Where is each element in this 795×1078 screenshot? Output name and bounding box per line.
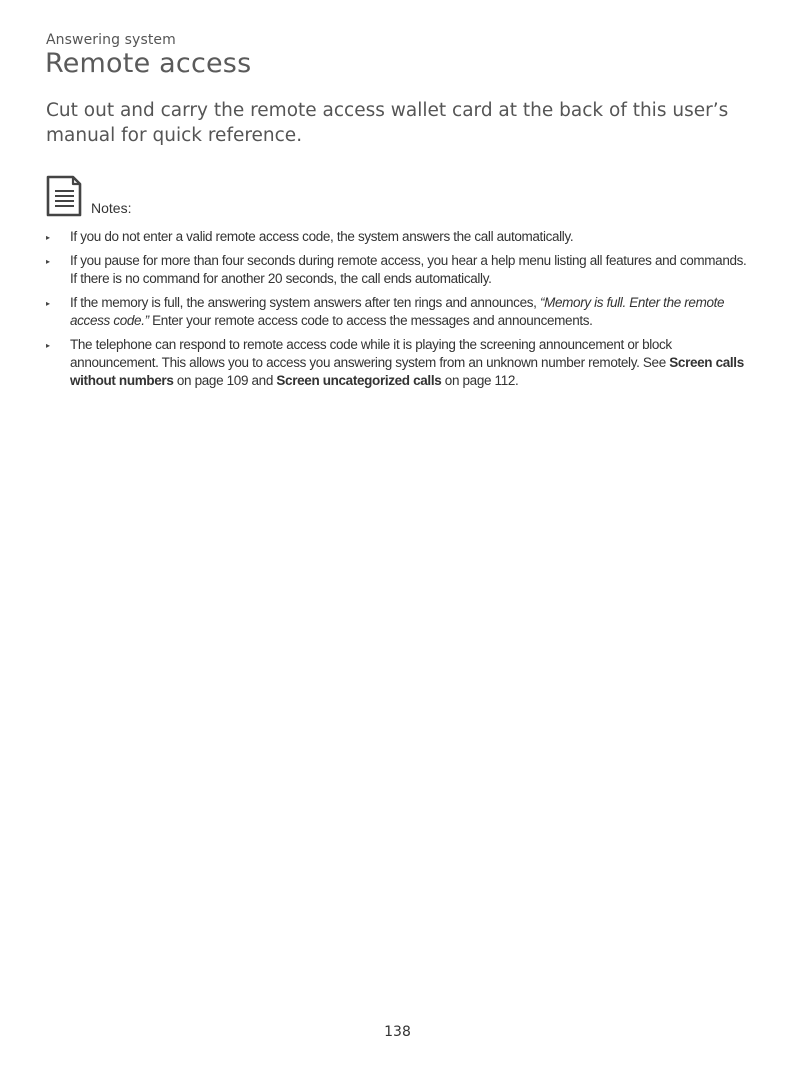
- announcement-quote: “Memory is full. Enter the remote access code.”: [70, 295, 725, 328]
- list-item: [46, 294, 756, 330]
- document-note-icon: [46, 175, 82, 217]
- note-text: on page 112.: [441, 373, 519, 388]
- notes-list: [46, 228, 756, 396]
- intro-paragraph: Cut out and carry the remote access wallet card at the back of this user’s manual for quick reference.: [46, 100, 729, 146]
- cross-reference-link-screen-uncategorized-calls[interactable]: Screen uncategorized calls: [276, 373, 442, 388]
- cross-reference-link-screen-calls-without-numbers[interactable]: Screen calls without numbers: [70, 355, 744, 388]
- page-title: Remote access: [45, 48, 252, 79]
- bullet-icon: ▸: [46, 257, 50, 266]
- section-label: Answering system: [46, 32, 176, 48]
- bullet-icon: ▸: [46, 299, 50, 308]
- notes-label: Notes:: [91, 200, 132, 216]
- list-item: [46, 252, 756, 288]
- note-text: If the memory is full, the answering system answers after ten rings and announces,: [70, 295, 540, 310]
- bullet-icon: ▸: [46, 341, 50, 350]
- list-item: [46, 228, 756, 246]
- page-number: 138: [384, 1024, 411, 1040]
- note-text: The telephone can respond to remote access code while it is playing the screening announcement or block announcement. This allows you to access you answering system from an unknown number remotely. See: [70, 337, 672, 370]
- note-text: If you pause for more than four seconds during remote access, you hear a help menu listing all features and commands. If there is no command for another 20 seconds, the call ends automatically.: [70, 253, 747, 286]
- list-item: [46, 336, 756, 390]
- note-text: on page 109 and: [173, 373, 277, 388]
- bullet-icon: ▸: [46, 233, 50, 242]
- note-text: Enter your remote access code to access the messages and announcements.: [148, 313, 593, 328]
- note-text: If you do not enter a valid remote access code, the system answers the call automatically.: [70, 229, 574, 244]
